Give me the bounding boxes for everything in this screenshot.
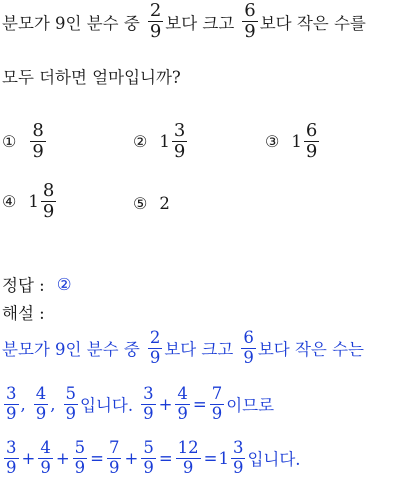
fraction: $\frac{5}{9}$ (74, 438, 86, 477)
fraction: $\frac{3}{9}$ (143, 384, 154, 423)
option-mark: ④ (2, 192, 17, 211)
option-3[interactable]: ③ 1 $\frac{6}{9}$ (265, 120, 318, 162)
fraction: $\frac{2}{9}$ (149, 0, 162, 42)
fraction: $\frac{4}{9}$ (35, 384, 47, 423)
question-suffix: 보다 작은 수를 (259, 13, 366, 33)
fraction: $\frac{4}{9}$ (177, 384, 188, 423)
question-line-1 (2, 2, 366, 41)
question-prefix: 분모가 9인 분수 중 (2, 13, 140, 33)
fraction: $\frac{8}{9}$ (42, 180, 55, 222)
question-line-2: 모두 더하면 얼마입니까? (2, 68, 181, 87)
option-4[interactable]: ④ 1 $\frac{8}{9}$ (2, 180, 55, 222)
fraction: $\frac{3}{9}$ (6, 384, 17, 423)
fraction: $\frac{12}{9}$ (177, 438, 199, 477)
fraction: $\frac{4}{9}$ (40, 438, 51, 477)
fraction: $\frac{3}{9}$ (6, 438, 17, 477)
option-mark: ① (2, 132, 17, 151)
fraction: $\frac{5}{9}$ (143, 438, 154, 477)
explanation-line-3: $\frac{3}{9}$ + $\frac{4}{9}$ + $\frac{5}{9}$ = $\frac{7}{9}$ + $\frac{5}{9}$ = $\frac{12}{9}$ = 1 $\frac{3}{9}$ 입니다. (6, 438, 301, 477)
fraction: $\frac{7}{9}$ (108, 438, 120, 477)
answer-label: 정답 : (2, 276, 45, 295)
fraction: $\frac{6}{9}$ (243, 328, 254, 367)
fraction: $\frac{3}{9}$ (173, 120, 186, 162)
question-middle: 보다 크고 (165, 13, 235, 33)
fraction: $\frac{2}{9}$ (149, 328, 161, 367)
explanation-line-2: $\frac{3}{9}$ , $\frac{4}{9}$ , $\frac{5}{9}$ 입니다. $\frac{3}{9}$ + $\frac{4}{9}$ = $\frac{7}{9}$ 이므로 (6, 384, 275, 423)
option-mark: ⑤ (133, 194, 148, 213)
explanation-line-1: 분모가 9인 분수 중 $\frac{2}{9}$ 보다 크고 $\frac{6}{9}$ 보다 작은 수는 (2, 328, 364, 367)
option-2[interactable]: ② 1 $\frac{3}{9}$ (133, 120, 186, 162)
fraction: $\frac{7}{9}$ (211, 384, 223, 423)
option-1[interactable] (2, 122, 48, 161)
fraction: $\frac{6}{9}$ (305, 120, 318, 162)
fraction: $\frac{8}{9}$ (32, 120, 44, 162)
answer-line (2, 272, 71, 296)
fraction: $\frac{5}{9}$ (65, 384, 76, 423)
option-mark: ③ (265, 132, 280, 151)
explanation-label: 해설 : (2, 304, 45, 323)
fraction: $\frac{6}{9}$ (244, 0, 256, 42)
fraction: $\frac{3}{9}$ (232, 438, 244, 477)
option-5[interactable]: ⑤ 2 (133, 194, 170, 213)
option-mark: ② (133, 132, 148, 151)
answer-value: ② (56, 274, 72, 294)
